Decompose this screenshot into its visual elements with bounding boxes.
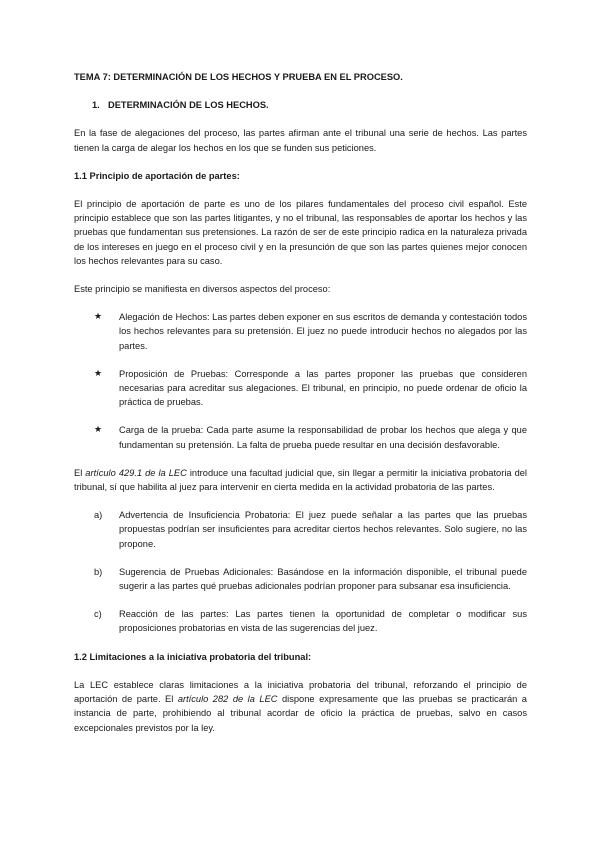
page-title: TEMA 7: DETERMINACIÓN DE LOS HECHOS Y PRUEBA EN EL PROCESO.	[74, 72, 403, 82]
list-item-text: Sugerencia de Pruebas Adicionales: Basándose en la información disponible, el tribunal puede sugerir a las partes qué pruebas adicionales podrían proponer para subsanar esa insuficiencia.	[119, 566, 527, 592]
section-number: 1.	[92, 100, 100, 111]
intro-paragraph: En la fase de alegaciones del proceso, las partes afirman ante el tribunal una serie de hechos. Las partes tienen la carga de alegar los hechos en los que se funden sus peticiones.	[74, 128, 527, 153]
section-heading-1	[92, 98, 527, 112]
section-heading-text: DETERMINACIÓN DE LOS HECHOS.	[108, 100, 269, 111]
article-reference: artículo 282 de la LEC	[177, 694, 278, 705]
star-icon: ★	[94, 312, 103, 323]
list-intro: Este principio se manifiesta en diversos aspectos del proceso:	[74, 284, 331, 295]
list-item-text: Proposición de Pruebas: Corresponde a las partes proponer las pruebas que consideren necesarias para acreditar sus alegaciones. El tribunal, en principio, no puede ordenar de oficio la práctica de pruebas.	[119, 368, 527, 408]
limitations-paragraph	[74, 678, 527, 735]
list-marker: c)	[94, 609, 102, 620]
article-429-paragraph	[74, 466, 527, 494]
star-bullet-list	[74, 310, 527, 452]
list-item	[94, 607, 527, 635]
subsection-heading-1-1: 1.1 Principio de aportación de partes:	[74, 170, 240, 181]
article-reference: artículo 429.1 de la LEC	[85, 467, 187, 478]
list-item	[94, 423, 527, 451]
star-icon: ★	[94, 425, 103, 436]
list-item	[94, 367, 527, 410]
text-run: La LEC establece claras limitaciones a la iniciativa probatoria del tribunal, reforzando el principio de aportación de parte. El	[74, 679, 527, 705]
list-marker: b)	[94, 566, 103, 577]
document-body	[74, 70, 527, 735]
list-item	[94, 508, 527, 551]
text-run: introduce una facultad judicial que, sin llegar a permitir la iniciativa probatoria del tribunal, sí que habilita al juez para intervenir en cierta medida en la actividad probatoria de las partes.	[74, 467, 527, 493]
lettered-list	[74, 508, 527, 635]
list-item	[94, 565, 527, 593]
principle-paragraph: El principio de aportación de parte es uno de los pilares fundamentales del proceso civil español. Este principio establece que son las partes litigantes, y no el tribunal, las responsables de aportar los hechos y las pruebas que fundamentan sus pretensiones. La razón de ser de este principio radica en la naturaleza privada de los intereses en juego en el proceso civil y en la presunción de que son las partes quienes mejor conocen los hechos relevantes para su caso.	[74, 199, 527, 266]
list-marker: a)	[94, 510, 103, 521]
subsection-heading-1-2: 1.2 Limitaciones a la iniciativa probatoria del tribunal:	[74, 651, 312, 662]
list-item-text: Advertencia de Insuficiencia Probatoria: El juez puede señalar a las partes que las pruebas propuestas podrían ser insuficientes para acreditar ciertos hechos relevantes. Solo sugiere, no las propone.	[119, 510, 527, 549]
text-run: dispone expresamente que las pruebas se practicarán a instancia de parte, prohibiendo al tribunal acordar de oficio la práctica de pruebas, salvo en casos excepcionales previstos por la ley.	[74, 694, 527, 733]
list-item-text: Alegación de Hechos: Las partes deben exponer en sus escritos de demanda y contestación todos los hechos relevantes para su pretensión. El juez no puede introducir hechos no alegados por las partes.	[119, 312, 527, 351]
list-item-text: Reacción de las partes: Las partes tienen la oportunidad de completar o modificar sus proposiciones probatorias en vista de las sugerencias del juez.	[119, 609, 527, 634]
list-item	[94, 310, 527, 353]
star-icon: ★	[94, 368, 103, 379]
list-item-text: Carga de la prueba: Cada parte asume la responsabilidad de probar los hechos que alega y que fundamentan su pretensión. La falta de prueba puede resultar en una decisión desfavorable.	[119, 425, 527, 450]
text-run: El	[74, 467, 86, 478]
